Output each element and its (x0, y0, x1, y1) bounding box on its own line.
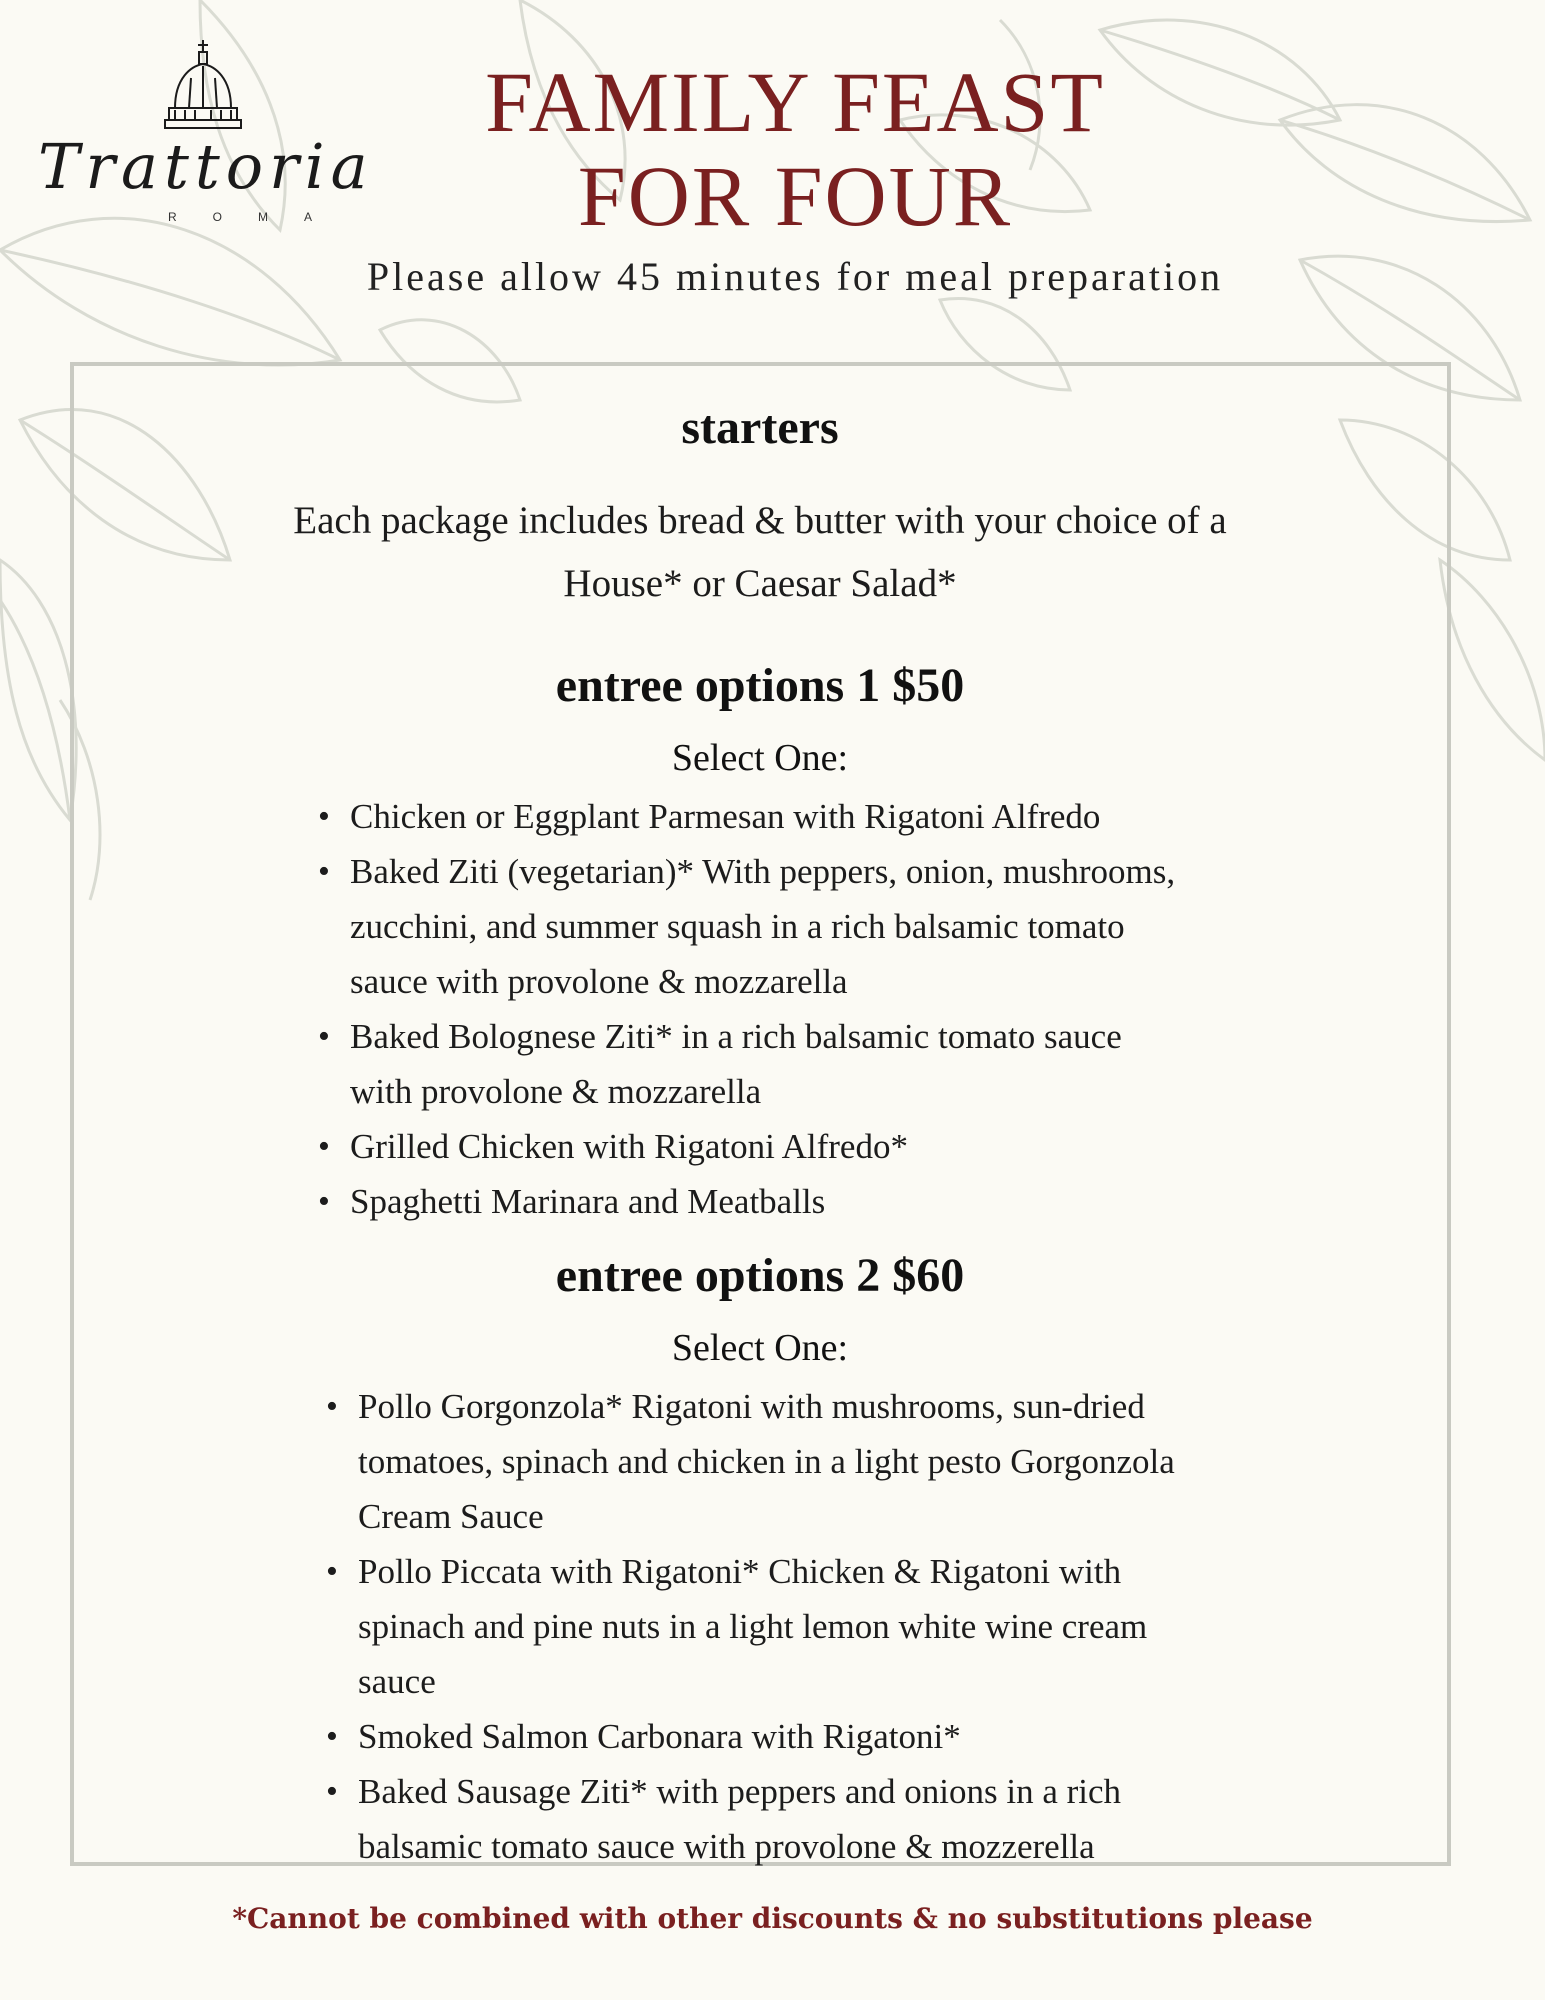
item-text: Chicken or Eggplant Parmesan with Rigatoni Alfredo (350, 797, 1101, 836)
logo-subtitle: ROMA (168, 210, 348, 224)
list-item (318, 789, 1190, 844)
list-item (318, 844, 1190, 1009)
logo-name: Trattoria (38, 130, 374, 203)
bullet-icon: • (318, 1018, 330, 1055)
bullet-icon: • (326, 1388, 338, 1425)
starters-description: Each package includes bread & butter with your choice of a House* or Caesar Salad* (293, 499, 1227, 605)
entree2-heading: entree options 2 $60 (555, 1249, 965, 1302)
title-line-1: FAMILY FEAST (485, 54, 1105, 150)
item-text: Baked Bolognese Ziti* in a rich balsamic tomato sauce with provolone & mozzarella (350, 1017, 1122, 1111)
bullet-icon: • (326, 1718, 338, 1755)
entree1-heading: entree options 1 $50 (555, 659, 965, 712)
item-text: Baked Ziti (vegetarian)* With peppers, onion, mushrooms, zucchini, and summer squash in a rich balsamic tomato sauce with provolone & mozzarella (350, 852, 1176, 1001)
entree2-list (160, 1379, 1188, 1874)
entree1-list (160, 789, 1190, 1229)
list-item (326, 1379, 1188, 1544)
entree1-select-label: Select One: (671, 737, 849, 779)
item-text: Smoked Salmon Carbonara with Rigatoni* (358, 1717, 961, 1756)
item-text: Baked Sausage Ziti* with peppers and onions in a rich balsamic tomato sauce with provolone & mozzerella (358, 1772, 1122, 1866)
bullet-icon: • (318, 1183, 330, 1220)
footer-note: *Cannot be combined with other discounts & no substitutions please (232, 1902, 1313, 1935)
page-subtitle: Please allow 45 minutes for meal preparation (366, 254, 1224, 299)
starters-heading: starters (681, 401, 839, 454)
item-text: Pollo Gorgonzola* Rigatoni with mushrooms, sun-dried tomatoes, spinach and chicken in a light pesto Gorgonzola Cream Sauce (358, 1387, 1175, 1536)
list-item (326, 1764, 1188, 1874)
bullet-icon: • (318, 1128, 330, 1165)
bullet-icon: • (318, 798, 330, 835)
bullet-icon: • (326, 1773, 338, 1810)
logo (38, 38, 374, 238)
bullet-icon: • (326, 1553, 338, 1590)
list-item (318, 1009, 1190, 1119)
item-text: Grilled Chicken with Rigatoni Alfredo* (350, 1127, 908, 1166)
list-item (326, 1709, 1188, 1764)
item-text: Pollo Piccata with Rigatoni* Chicken & Rigatoni with spinach and pine nuts in a light lemon white wine cream sauce (358, 1552, 1148, 1701)
bullet-icon: • (318, 853, 330, 890)
list-item (326, 1544, 1188, 1709)
item-text: Spaghetti Marinara and Meatballs (350, 1182, 826, 1221)
title-line-2: FOR FOUR (577, 148, 1013, 244)
page-title (380, 55, 1210, 243)
list-item (318, 1174, 1190, 1229)
menu-content (160, 395, 1360, 1874)
entree2-select-label: Select One: (671, 1327, 849, 1369)
list-item (318, 1119, 1190, 1174)
